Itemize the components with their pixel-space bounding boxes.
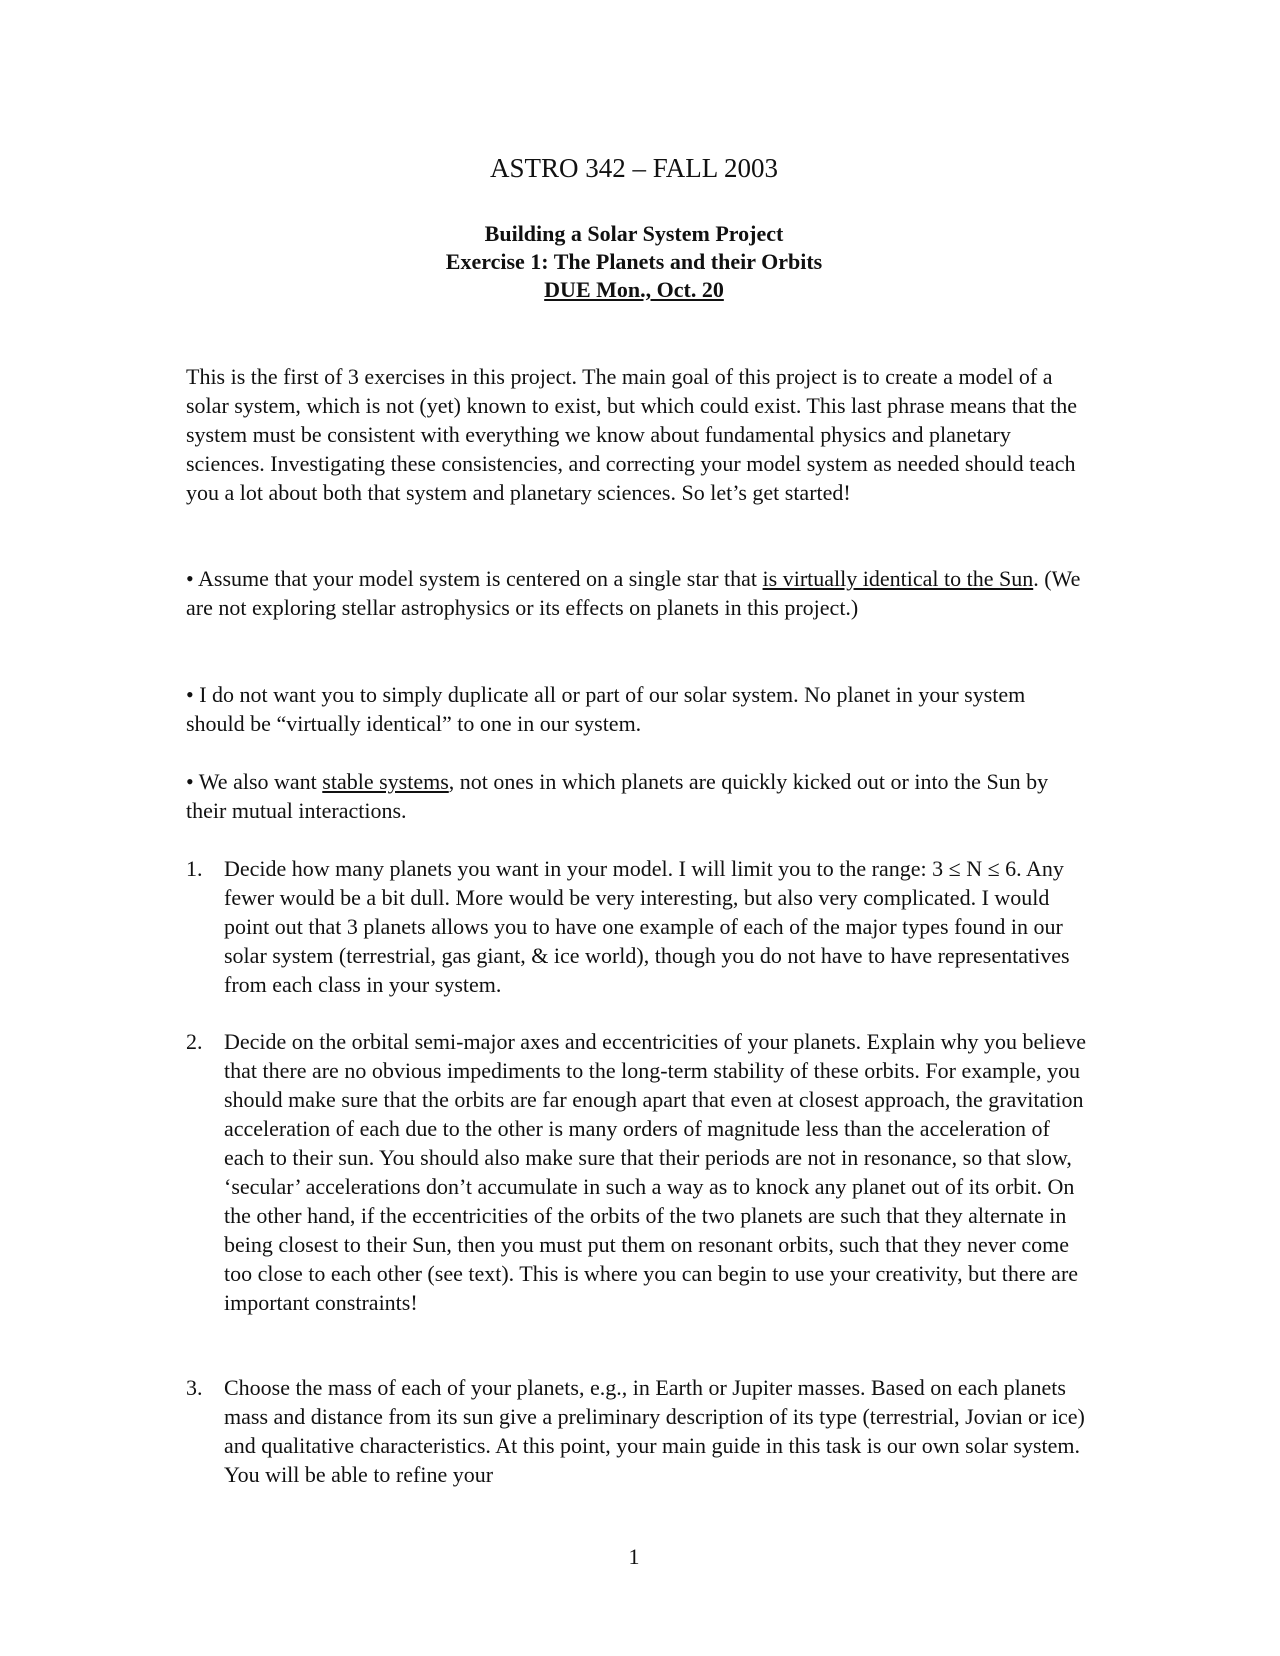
list-item-text: Choose the mass of each of your planets, e.g., in Earth or Jupiter masses. Based on each planets mass and distance from its sun give a preliminary description of its type (terrestrial, Jovian or ice) and qualitative characteristics. At this point, your main guide in this task is our own solar system. You will be able to refine your xyxy=(224,1375,1085,1487)
bullet-marker: • xyxy=(186,566,194,591)
list-item xyxy=(186,1027,1086,1317)
course-title: ASTRO 342 – FALL 2003 xyxy=(489,153,778,183)
list-item-text: Decide on the orbital semi-major axes and eccentricities of your planets. Explain why you believe that there are no obvious impediments to the long-term stability of these orbits. For example, you should make sure that the orbits are far enough apart that even at closest approach, the gravitation acceleration of each due to the other is many orders of magnitude less than the acceleration of each to their sun. You should also make sure that their periods are not in resonance, so that slow, ‘secular’ accelerations don’t accumulate in such a way as to knock any planet out of its orbit. On the other hand, if the eccentricities of the orbits of the two planets are such that they alternate in being closest to their Sun, then you must put them on resonant orbits, such that they never come too close to each other (see text). This is where you can begin to use your creativity, but there are important constraints! xyxy=(224,1029,1086,1315)
bullet-text: Assume that your model system is centered on a single star that xyxy=(193,566,763,591)
bullet-marker: • xyxy=(186,769,194,794)
intro-paragraph: This is the first of 3 exercises in this project. The main goal of this project is to create a model of a solar system, which is not (yet) known to exist, but which could exist. This last phrase means that the system must be consistent with everything we know about fundamental physics and planetary sciences. Investigating these consistencies, and correcting your model system as needed should teach you a lot about both that system and planetary sciences. So let’s get started! xyxy=(186,364,1078,505)
bullet-paragraph-stable xyxy=(186,767,1086,825)
bullet-text: We also want xyxy=(193,769,323,794)
exercise-title: Exercise 1: The Planets and their Orbits xyxy=(445,249,823,274)
bullet-text: . (We are not exploring stellar astrophysics or its effects on planets in this project.) xyxy=(186,566,1081,620)
heading-block xyxy=(0,220,1268,304)
bullet-paragraph-sun xyxy=(186,564,1086,622)
list-item xyxy=(186,1373,1086,1489)
bullet-paragraph-no-duplicate xyxy=(186,680,1086,738)
page-number: 1 xyxy=(628,1544,640,1569)
list-item-number: 1. xyxy=(186,856,203,881)
list-item xyxy=(186,854,1086,999)
list-item-text: Decide how many planets you want in your model. I will limit you to the range: 3 ≤ N ≤ 6. Any fewer would be a bit dull. More would be very interesting, but also very complicated. I would point out that 3 planets allows you to have one example of each of the major types found in our solar system (terrestrial, gas giant, & ice world), though you do not have to have representatives from each class in your system. xyxy=(224,856,1070,997)
underlined-phrase: is virtually identical to the Sun xyxy=(762,566,1034,591)
bullet-text: , not ones in which planets are quickly kicked out or into the Sun by their mutual interactions. xyxy=(186,769,1049,823)
bullet-marker: • xyxy=(186,682,194,707)
due-date: DUE Mon., Oct. 20 xyxy=(544,277,724,302)
list-item-number: 2. xyxy=(186,1029,203,1054)
bullet-text: I do not want you to simply duplicate all or part of our solar system. No planet in your system should be “virtually identical” to one in our system. xyxy=(186,682,1026,736)
underlined-phrase: stable systems xyxy=(322,769,449,794)
project-title: Building a Solar System Project xyxy=(484,221,784,246)
list-item-number: 3. xyxy=(186,1375,203,1400)
